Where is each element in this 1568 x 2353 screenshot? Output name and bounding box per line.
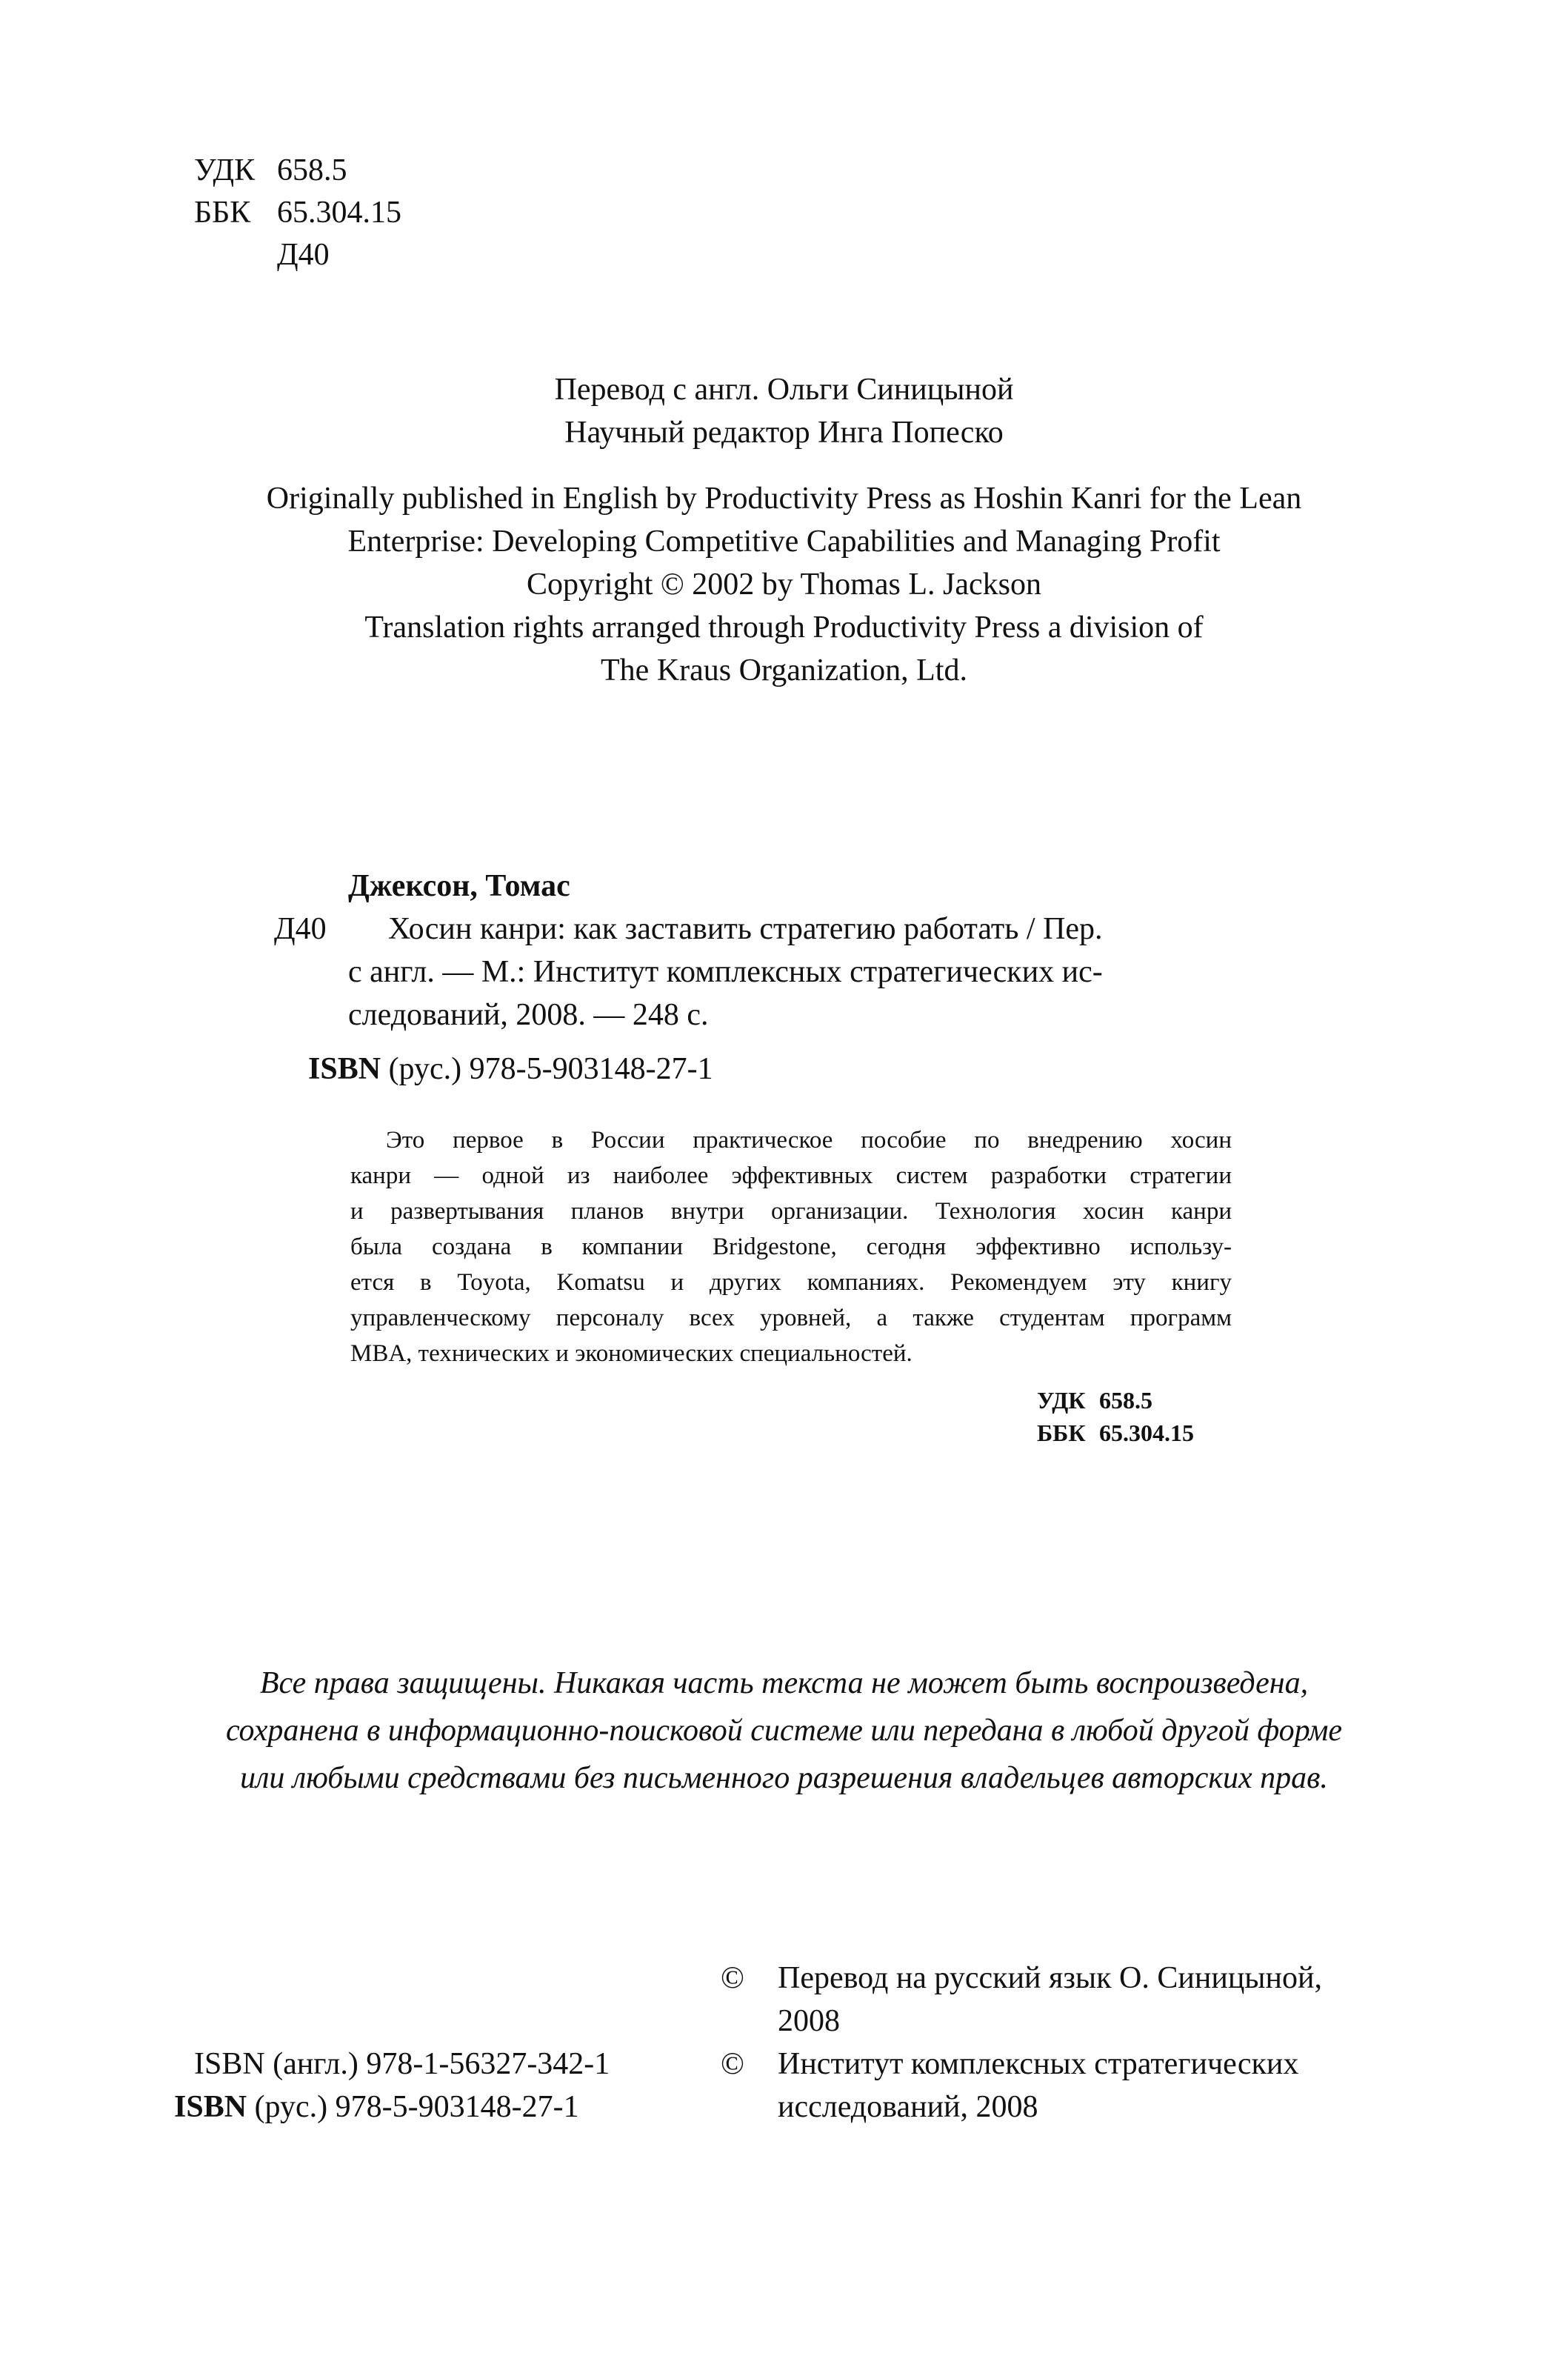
translator-line: Перевод с англ. Ольги Синицыной <box>554 373 1014 407</box>
udk-line <box>194 152 347 189</box>
bbk-line <box>194 194 401 231</box>
original-line: Originally published in English by Productivity Press as Hoshin Kanri for the Lean <box>266 482 1302 516</box>
bbk-label: ББК <box>194 196 251 230</box>
copyright-symbol: © <box>721 2047 744 2081</box>
record-bbk-value: 65.304.15 <box>1099 1420 1194 1446</box>
record-bbk-label: ББК <box>1037 1420 1086 1446</box>
original-line: Translation rights arranged through Productivity Press a division of <box>364 610 1204 645</box>
udk-value: 658.5 <box>277 153 347 187</box>
abstract-line: MBA, технических и экономических специальностей. <box>350 1340 913 1367</box>
abstract <box>350 1122 1232 1371</box>
copyright-symbol: © <box>721 1961 744 1995</box>
record-udk-line <box>1037 1384 1152 1417</box>
record-title-line: следований, 2008. — 248 с. <box>348 998 709 1032</box>
abstract-line: ется в Toyota, Komatsu и других компаниях. Рекомендуем эту книгу <box>350 1269 1232 1296</box>
rights-line: Все права защищены. Никакая часть текста не может быть воспроизведена, <box>259 1666 1309 1700</box>
record-title-line: Хосин канри: как заставить стратегию работать / Пер. <box>388 912 1103 946</box>
record-mark: Д40 <box>274 912 327 946</box>
author-mark: Д40 <box>277 238 330 272</box>
isbn-english <box>194 2043 610 2086</box>
isbn-english-value: (англ.) 978-1-56327-342-1 <box>273 2047 610 2081</box>
editor-line: Научный редактор Инга Попеско <box>564 416 1004 450</box>
original-line: The Kraus Organization, Ltd. <box>601 653 967 688</box>
rights-line: сохранена в информационно-поисковой системе или передана в любой другой форме <box>225 1714 1343 1748</box>
copyright-institute-line: исследований, 2008 <box>778 2090 1038 2124</box>
isbn-english-label: ISBN <box>194 2047 265 2081</box>
original-line: Enterprise: Developing Competitive Capabilities and Managing Profit <box>347 525 1221 559</box>
record-bbk-line <box>1037 1417 1194 1449</box>
rights-notice <box>0 1660 1568 1802</box>
isbn-russian-label: ISBN <box>174 2090 247 2124</box>
record-isbn-label: ISBN <box>308 1052 381 1086</box>
udk-label: УДК <box>194 153 256 187</box>
isbn-russian-value: (рус.) 978-5-903148-27-1 <box>254 2090 579 2124</box>
abstract-line: управленческому персоналу всех уровней, а также студентам программ <box>350 1305 1232 1331</box>
record-isbn-value: (рус.) 978-5-903148-27-1 <box>388 1052 713 1086</box>
translation-credits <box>0 368 1568 454</box>
abstract-line: канри — одной из наиболее эффективных систем разработки стратегии <box>350 1162 1232 1189</box>
abstract-line: и развертывания планов внутри организации. Технология хосин канри <box>350 1198 1232 1225</box>
copyright-translation-line: Перевод на русский язык О. Синицыной, <box>778 1961 1322 1995</box>
record-title-line: с англ. — М.: Институт комплексных стратегических ис- <box>348 955 1103 989</box>
record-udk-label: УДК <box>1037 1387 1086 1414</box>
original-line: Copyright © 2002 by Thomas L. Jackson <box>527 568 1041 602</box>
bbk-value: 65.304.15 <box>277 196 401 230</box>
original-publication-notice <box>0 477 1568 692</box>
record-udk-value: 658.5 <box>1099 1387 1152 1414</box>
record-author: Джексон, Томас <box>348 869 570 903</box>
record-isbn <box>308 1048 713 1091</box>
abstract-line: была создана в компании Bridgestone, сегодня эффективно использу- <box>350 1234 1232 1260</box>
copyright-institute-line: Институт комплексных стратегических <box>778 2047 1299 2081</box>
rights-line: или любыми средствами без письменного разрешения владельцев авторских прав. <box>240 1761 1328 1795</box>
abstract-line: Это первое в России практическое пособие по внедрению хосин <box>386 1127 1232 1154</box>
copyright-translation-line: 2008 <box>778 2004 840 2038</box>
isbn-russian <box>174 2086 579 2129</box>
